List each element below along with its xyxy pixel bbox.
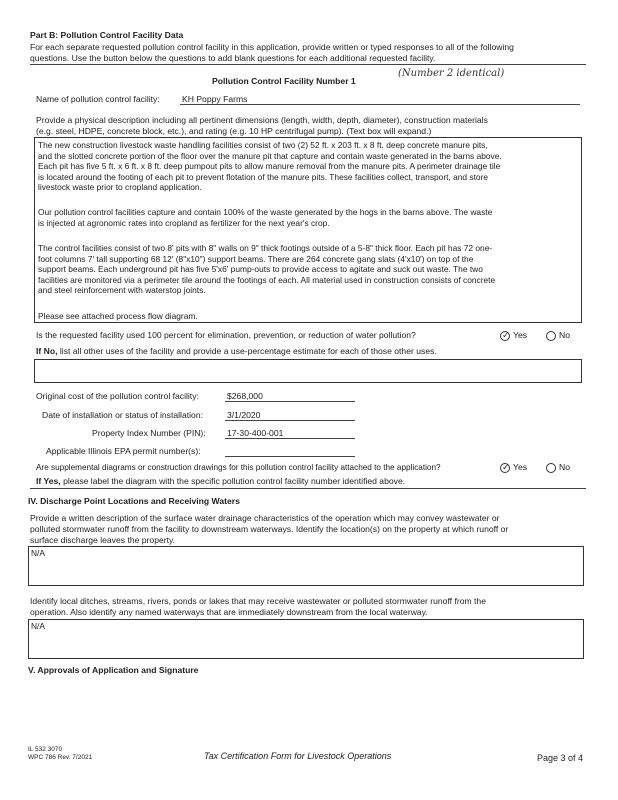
desc-p4: Please see attached process flow diagram. <box>38 311 198 321</box>
supp-yes-option[interactable] <box>500 462 527 473</box>
if-no-instruction <box>36 346 437 357</box>
desc-p1-line: livestock waste prior to cropland application. <box>38 182 202 193</box>
waterways-answer: N/A <box>31 621 45 631</box>
description-prompt-line1: Provide a physical description including all pertinent dimensions (length, width, depth, diameter), construction materials <box>36 115 488 125</box>
q100-label: Is the requested facility used 100 percent for elimination, prevention, or reduction of water pollution? <box>36 330 416 340</box>
if-no-text: list all other uses of the facility and provide a use-percentage estimate for each of those other uses. <box>59 346 437 356</box>
desc-p2-line: Our pollution control facilities capture and contain 100% of the waste generated by the hogs in the barns above. The waste <box>38 207 493 217</box>
footer-page-number: Page 3 of 4 <box>537 753 584 763</box>
yes-label: Yes <box>513 330 528 340</box>
drainage-description-textbox[interactable] <box>28 546 584 586</box>
q100-yes-option[interactable] <box>500 330 527 341</box>
part-b-intro-line2: questions. Use the button below the questions to add blank questions for each additional requested facility. <box>30 53 436 63</box>
cost-label: Original cost of the pollution control facility: <box>36 391 199 401</box>
facility-title: Pollution Control Facility Number 1 <box>212 76 356 86</box>
desc-p1-line: Each pit has five 5 ft. x 6 ft. x 8 ft. deep pumpout pits to allow manure removal from the manure pits. A perimeter drainage tile <box>38 161 501 172</box>
if-yes-bold: If Yes, <box>36 476 61 486</box>
pin-field[interactable]: 17-30-400-001 <box>227 428 284 438</box>
no-radio[interactable] <box>546 331 556 341</box>
desc-p3-line: and steel reinforcement with waterstop joints. <box>38 285 206 296</box>
other-uses-textbox[interactable] <box>34 359 582 383</box>
cost-field[interactable]: $268,000 <box>227 391 263 401</box>
if-yes-text: please label the diagram with the specific pollution control facility number identified above. <box>63 476 406 486</box>
desc-p3-line: foot columns 7' tall supporting 68 12' (8"x10") support beams. There are 264 concrete gang slats (4'x10') on top of the <box>38 253 474 264</box>
part-iv-q1-line2: polluted stormwater runoff from the facility to downstream waterways. Identify the location(s) on the property at which runoff or <box>30 524 509 534</box>
part-b-intro-line1: For each separate requested pollution control facility in this application, provide written or typed responses to all of the following <box>30 42 514 52</box>
facility-name-label: Name of pollution control facility: <box>36 94 160 104</box>
supp-no-radio[interactable] <box>546 463 556 473</box>
facility-name-field[interactable]: KH Poppy Farms <box>182 94 248 104</box>
desc-p2-line: is injected at agronomic rates into cropland as fertilizer for the next year's crop. <box>38 217 330 228</box>
desc-p1-line: is located around the footing of each pit to prevent flotation of the manure pits. These facilities collect, transport, and store <box>38 171 489 182</box>
supp-no-option[interactable] <box>546 462 570 473</box>
desc-p3-line: facilities are monitored via a perimeter tile around the footings of each. All material used in construction consists of concrete <box>38 274 496 285</box>
desc-p1-line: and the slotted concrete portion of the floor over the manure pit that capture and contain waste generated in the barns above. <box>38 150 502 161</box>
q100-no-option[interactable] <box>546 330 570 341</box>
if-no-bold: If No, <box>36 346 58 356</box>
if-yes-instruction <box>36 476 405 487</box>
part-b-heading: Part B: Pollution Control Facility Data <box>30 30 184 40</box>
footer-form-id: IL 532 3070 <box>28 746 63 753</box>
handwritten-note: (Number 2 identical) <box>398 68 505 79</box>
description-prompt-line2: (e.g. steel, HDPE, concrete block, etc.), and rating (e.g. 10 HP centrifugal pump). (Text box will expand.) <box>36 126 432 136</box>
supp-no-label: No <box>559 462 570 472</box>
pin-label: Property Index Number (PIN): <box>92 428 206 438</box>
part-iv-q2-line2: operation. Also identify any named waterways that are immediately downstream from the local waterway. <box>30 607 428 617</box>
no-label: No <box>559 330 570 340</box>
permit-label: Applicable Illinois EPA permit number(s): <box>46 446 201 456</box>
part-iv-heading: IV. Discharge Point Locations and Receiving Waters <box>28 496 240 506</box>
footer-revision: WPC 786 Rev. 7/2021 <box>28 754 93 761</box>
supplemental-label: Are supplemental diagrams or construction drawings for this pollution control facility attached to the application? <box>36 463 441 472</box>
part-iv-q2-line1: Identify local ditches, streams, rivers, ponds or lakes that may receive wastewater or polluted stormwater runoff from the <box>30 596 486 606</box>
supp-yes-radio[interactable]: ✓ <box>502 461 510 472</box>
part-iv-q1-line3: surface discharge leaves the property. <box>30 535 176 545</box>
date-label: Date of installation or status of installation: <box>42 410 203 420</box>
description-textbox[interactable] <box>34 137 582 323</box>
part-iv-q1-line1: Provide a written description of the surface water drainage characteristics of the operation which may convey wastewater or <box>30 513 500 523</box>
part-v-heading: V. Approvals of Application and Signature <box>28 665 199 675</box>
date-field[interactable]: 3/1/2020 <box>227 410 261 420</box>
yes-radio[interactable]: ✓ <box>502 329 510 340</box>
supp-yes-label: Yes <box>513 462 528 472</box>
desc-p1-line: The new construction livestock waste handling facilities consist of two (2) 52 ft. x 203 ft. x 8 ft. deep concrete manure pits, <box>38 140 488 150</box>
desc-p3-line: The control facilities consist of two 8' pits with 8" walls on 9" thick footings outside of a 5-8" thick floor. Each pit has 72 one- <box>38 243 493 253</box>
desc-p3-line: support beams. Each underground pit has five 5'x6' pump-outs to provide access to agitate and suck out waste. The two <box>38 264 483 275</box>
drainage-answer: N/A <box>31 548 45 558</box>
footer-title: Tax Certification Form for Livestock Operations <box>204 751 392 761</box>
waterways-textbox[interactable] <box>28 619 584 659</box>
